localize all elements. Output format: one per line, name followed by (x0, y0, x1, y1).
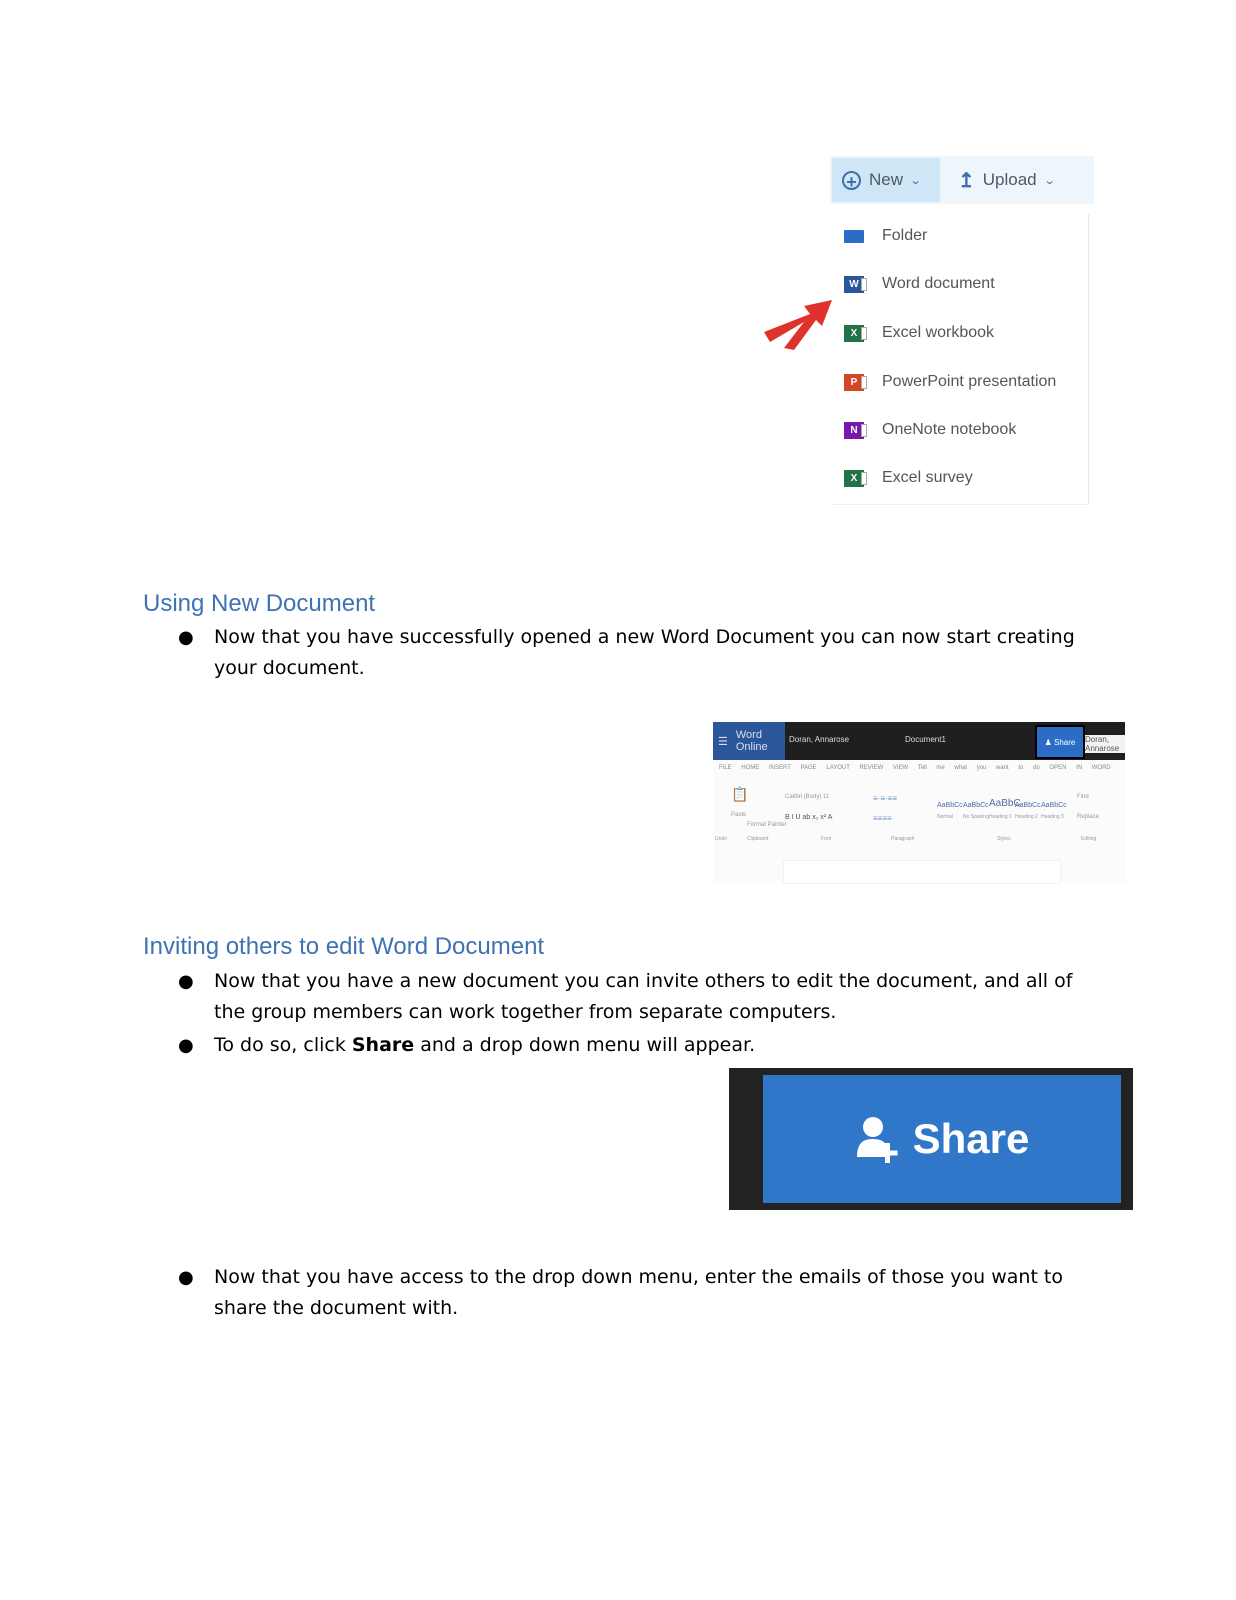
style-heading-2[interactable]: AaBbCc (1015, 802, 1041, 809)
section-heading-inviting-others: Inviting others to edit Word Document (143, 933, 545, 960)
menu-item-excel-workbook[interactable] (832, 313, 1082, 353)
menu-item-excel-survey[interactable] (832, 458, 1082, 498)
command-bar (830, 156, 1094, 204)
share-button-label: Share (1054, 737, 1076, 747)
paste-icon: 📋 (731, 786, 749, 802)
waffle-icon: ☰ (718, 735, 728, 748)
style-normal-label: Normal (937, 814, 954, 820)
share-button[interactable] (1035, 725, 1085, 759)
app-launcher[interactable] (713, 722, 785, 760)
bullet-icon: ● (178, 1267, 194, 1288)
bullet-icon: ● (178, 1035, 194, 1056)
style-heading-2-label: Heading 2 (1015, 814, 1038, 820)
menu-item-label: PowerPoint presentation (882, 373, 1057, 390)
style-heading-1[interactable]: AaBbC (989, 798, 1021, 809)
chevron-down-icon: ⌄ (1043, 174, 1056, 187)
user-name: Doran, Annarose (789, 735, 850, 744)
bullet-icon: ● (178, 627, 194, 648)
document-page[interactable] (783, 860, 1061, 884)
group-paragraph: Paragraph (891, 836, 915, 842)
powerpoint-icon: P (844, 374, 864, 391)
bullet-text-start: To do so, click (214, 1034, 352, 1056)
new-menu-screenshot (830, 156, 1094, 510)
group-clipboard: Clipboard (747, 836, 769, 842)
style-heading-1-label: Heading 1 (989, 814, 1012, 820)
style-no-spacing-label: No Spacing (963, 814, 989, 820)
find-button[interactable]: Find (1077, 794, 1089, 800)
group-font: Font (821, 836, 832, 842)
list-buttons[interactable]: ≡·≡·≡≡ (873, 794, 897, 803)
list-item (178, 966, 1078, 1030)
add-person-icon (855, 1113, 901, 1165)
excel-icon: X (844, 325, 864, 342)
bullet-text (214, 1030, 1078, 1061)
onenote-icon: N (844, 422, 864, 439)
share-bold-text: Share (351, 1034, 415, 1056)
new-dropdown-menu (832, 214, 1089, 505)
upload-arrow-icon: ↥ (958, 169, 975, 192)
bullet-text-end: and a drop down menu will appear. (414, 1034, 756, 1056)
word-icon: W (844, 276, 864, 293)
bullet-icon: ● (178, 971, 194, 992)
new-button-label: New (869, 170, 904, 189)
document-title: Document1 (905, 735, 946, 744)
share-person-icon: ♟ (1044, 737, 1052, 747)
format-painter-button[interactable]: Format Painter (747, 822, 787, 828)
menu-item-label: Folder (882, 227, 928, 244)
style-no-spacing[interactable]: AaBbCc (963, 802, 989, 809)
share-button-screenshot (729, 1068, 1133, 1210)
group-editing: Editing (1081, 836, 1097, 842)
word-online-screenshot (713, 722, 1125, 882)
menu-item-onenote-notebook[interactable] (832, 410, 1082, 450)
font-format-buttons[interactable]: B I U ab x₂ x² A (785, 814, 833, 821)
font-name-select[interactable]: Calibri (Body) (785, 794, 822, 800)
upload-button[interactable] (958, 158, 1054, 202)
ribbon (713, 780, 1125, 850)
paste-button[interactable]: Paste (731, 812, 747, 818)
upload-button-label: Upload (982, 170, 1037, 189)
list-item (178, 1030, 1078, 1062)
font-size-select[interactable]: 11 (823, 794, 830, 800)
menu-item-word-document[interactable] (832, 264, 1082, 304)
word-online-title-bar (713, 722, 1125, 760)
style-heading-3-label: Heading 3 (1041, 814, 1064, 820)
menu-item-folder[interactable] (832, 216, 1082, 256)
align-buttons[interactable]: ≡≡≡≡ (873, 814, 892, 823)
group-styles: Styles (997, 836, 1011, 842)
list-item (178, 1262, 1078, 1326)
list-item (178, 622, 1078, 686)
excel-survey-icon: X (844, 470, 864, 487)
menu-item-label: OneNote notebook (882, 421, 1017, 438)
group-undo: Undo (715, 836, 727, 842)
menu-item-label: Excel survey (882, 469, 973, 486)
share-large-label: Share (912, 1115, 1030, 1162)
plus-circle-icon: + (842, 171, 861, 190)
folder-icon (844, 230, 864, 243)
style-normal[interactable]: AaBbCc (937, 802, 963, 809)
replace-button[interactable]: Replace (1077, 814, 1100, 820)
menu-item-powerpoint-presentation[interactable] (832, 362, 1082, 402)
style-heading-3[interactable]: AaBbCc (1041, 802, 1067, 809)
share-button-large[interactable] (763, 1075, 1121, 1203)
menu-item-label: Excel workbook (882, 324, 995, 341)
red-arrow-icon (760, 292, 836, 356)
bullet-text: Now that you have a new document you can invite others to edit the document, and all of the group members can work together from separate computers. (214, 970, 1073, 1023)
menu-item-label: Word document (882, 275, 995, 292)
ribbon-tabs[interactable]: FILE HOME INSERT PAGE LAYOUT REVIEW VIEW Tell me what you want to do OPEN IN WORD (719, 765, 1111, 771)
new-button[interactable] (832, 158, 940, 202)
bullet-text: Now that you have successfully opened a new Word Document you can now start creating your document. (214, 626, 1075, 679)
account-name: Doran, Annarose (1085, 735, 1125, 753)
app-name: Word Online (735, 729, 768, 753)
bullet-text: Now that you have access to the drop down menu, enter the emails of those you want to share the document with. (214, 1266, 1064, 1319)
chevron-down-icon: ⌄ (909, 174, 922, 187)
section-heading-using-new-document: Using New Document (143, 590, 376, 617)
